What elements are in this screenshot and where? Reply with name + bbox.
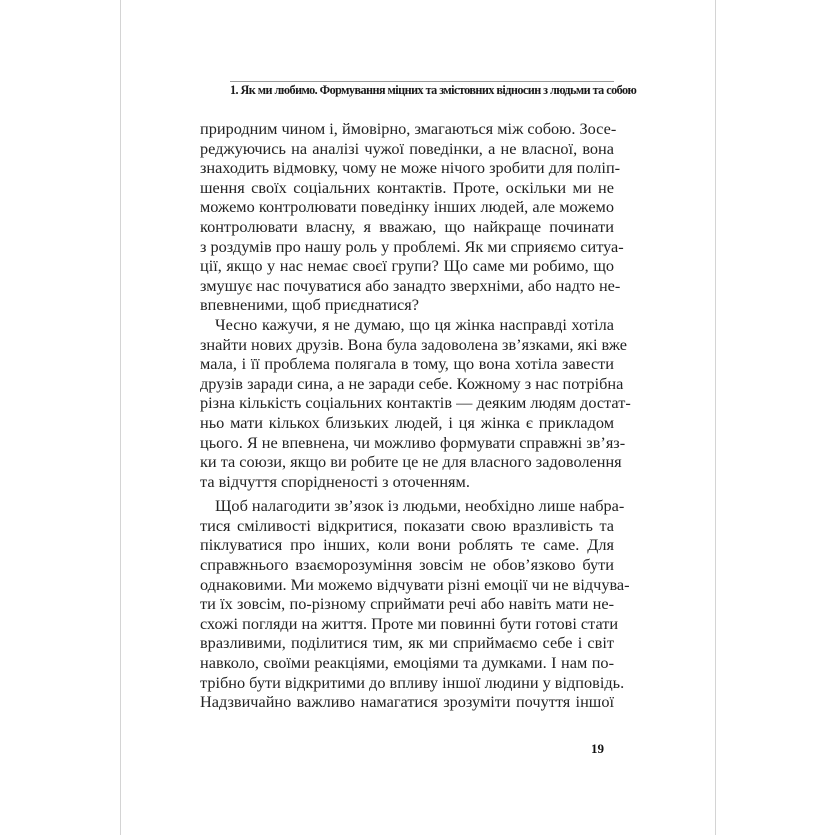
text-line: ньо мати кількох близьких людей, і ця жінка є прикладом xyxy=(200,412,614,432)
text-line: контролювати власну, я вважаю, що найкраще починати xyxy=(200,216,614,236)
text-line: природним чином і, ймовірно, змагаються між собою. Зосе- xyxy=(200,119,617,138)
text-line: ти їх зовсім, по-різному сприймати речі або навіть мати не- xyxy=(200,594,614,614)
text-line: реджуючись на аналізі чужої поведінки, а не власної, вона xyxy=(200,138,614,158)
text-line: однаковими. Ми можемо відчувати різні емоції чи не відчува- xyxy=(200,574,630,594)
text-line: навколо, своїми реакціями, емоціями та думками. І нам по- xyxy=(200,653,614,673)
running-header: 1. Як ми любимо. Формування міцних та змістовних відносин з людьми та собою xyxy=(230,83,637,97)
text-line: Надзвичайно важливо намагатися зрозуміти почуття іншої xyxy=(200,692,614,712)
text-line: знайти нових друзів. Вона була задоволена зв’язками, які вже xyxy=(200,334,628,354)
text-line: з роздумів про нашу роль у проблемі. Як ми сприяємо ситуа- xyxy=(200,236,624,256)
text-line: піклуватися про інших, коли вони роблять те саме. Для xyxy=(200,535,614,555)
text-line: змушує нас почуватися або занадто зверхніми, або надто не- xyxy=(200,275,621,295)
text-line: та відчуття спорідненості з оточенням. xyxy=(200,471,470,491)
text-line: різна кількість соціальних контактів — деяким людям достат- xyxy=(200,393,631,413)
text-line: Щоб налагодити зв’язок із людьми, необхідно лише набра- xyxy=(215,496,625,516)
text-line: трібно бути відкритими до впливу іншої людини у відповідь. xyxy=(200,672,625,692)
paragraph-3 xyxy=(200,496,630,712)
text-line: мала, і її проблема полягала в тому, що вона хотіла завести xyxy=(200,354,614,374)
text-line: Чесно кажучи, я не думаю, що ця жінка насправді хотіла xyxy=(215,314,614,334)
text-line: вразливими, поділитися тим, як ми сприймаємо себе і світ xyxy=(200,633,614,653)
paragraph-1 xyxy=(200,119,624,315)
text-line: цього. Я не впевнена, чи можливо формувати справжні зв’яз- xyxy=(200,432,626,452)
page-number: 19 xyxy=(591,741,604,756)
text-line: впевненими, щоб приєднатися? xyxy=(200,295,419,315)
text-line: можемо контролювати поведінку інших людей, але можемо xyxy=(200,197,614,217)
text-line: ки та союзи, якщо ви робите це не для власного задоволення xyxy=(200,452,622,472)
text-line: ції, якщо у нас немає своєї групи? Що саме ми робимо, що xyxy=(200,256,614,276)
text-line: знаходить відмовку, чому не може нічого зробити для поліп- xyxy=(200,158,621,178)
text-line: схожі погляди на життя. Проте ми повинні бути готові стати xyxy=(200,613,619,633)
body-text xyxy=(200,119,631,712)
text-line: шення своїх соціальних контактів. Проте, оскільки ми не xyxy=(200,177,614,197)
text-line: справжнього взаєморозуміння зовсім не обов’язково бути xyxy=(200,555,614,575)
paragraph-2 xyxy=(200,314,631,491)
text-line: тися сміливості відкритися, показати свою вразливість та xyxy=(200,515,614,535)
text-line: друзів заради сина, а не заради себе. Кожному з нас потрібна xyxy=(200,373,624,393)
